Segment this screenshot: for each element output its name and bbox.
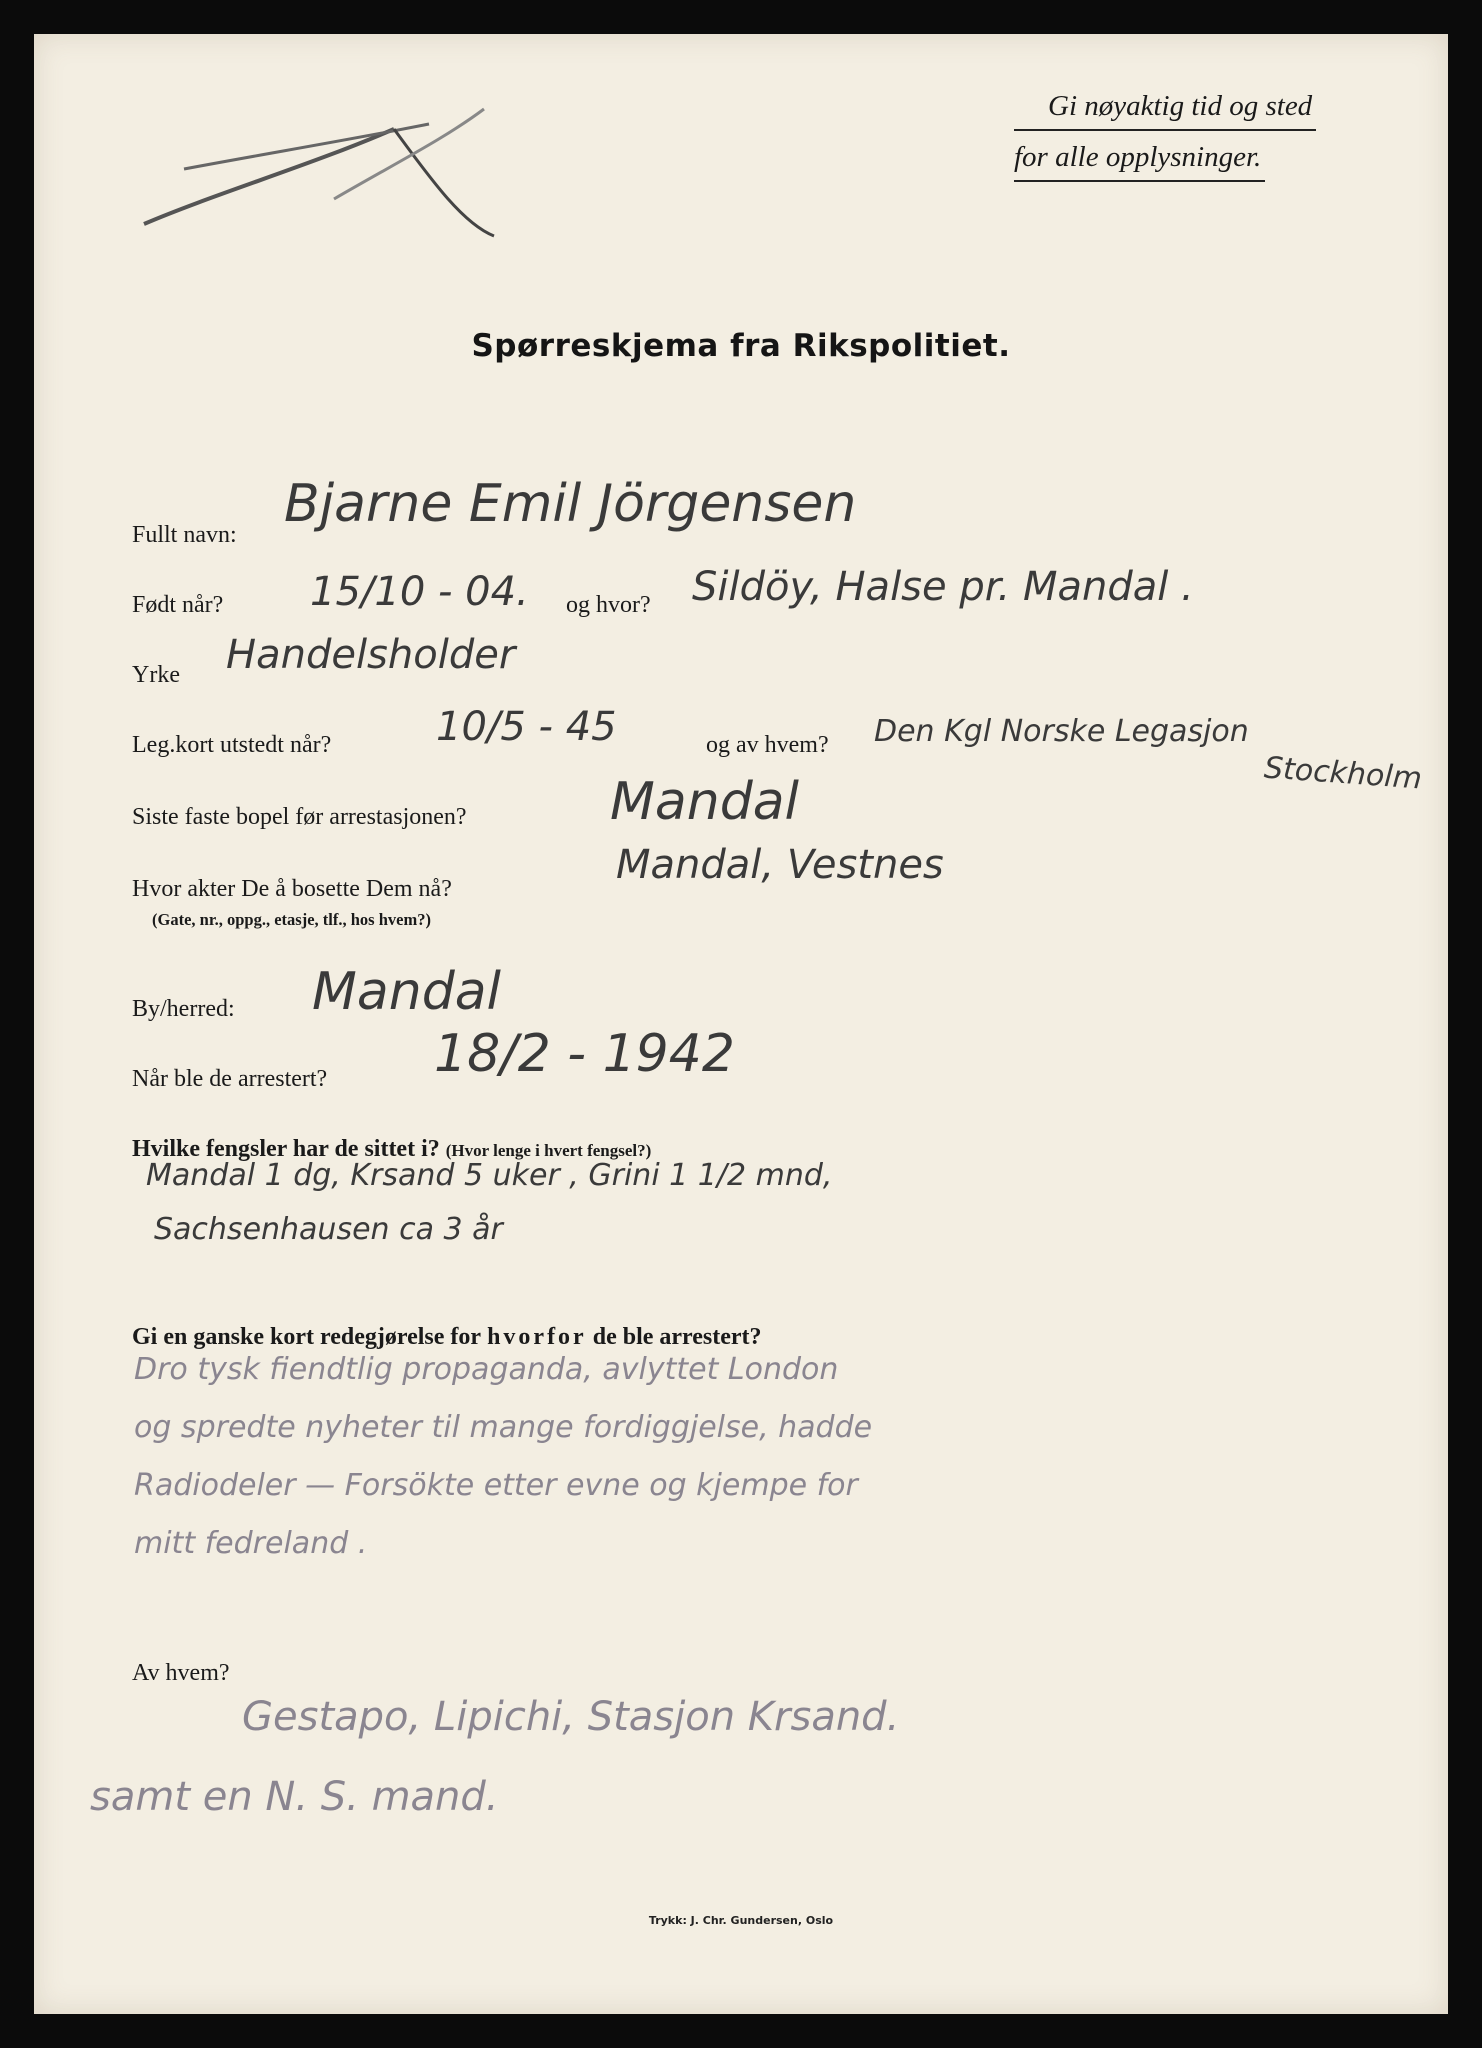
label-reason-a: Gi en ganske kort redegjørelse for: [132, 1324, 482, 1350]
label-idcard-issued: Leg.kort utstedt når?: [132, 732, 332, 758]
value-prisons-line-2: Sachsenhausen ca 3 år: [154, 1212, 503, 1247]
label-future-residence: Hvor akter De å bosette Dem nå?: [132, 876, 452, 902]
value-born-when: 15/10 - 04.: [310, 569, 529, 615]
label-issued-by: og av hvem?: [706, 732, 829, 758]
label-reason: [132, 1324, 762, 1351]
label-last-residence: Siste faste bopel før arrestasjonen?: [132, 804, 467, 830]
value-born-where: Sildöy, Halse pr. Mandal .: [692, 564, 1194, 610]
instruction-note: [1014, 86, 1316, 182]
value-arrested-by-line-1: Gestapo, Lipichi, Stasjon Krsand.: [242, 1694, 900, 1740]
label-prisons-main: Hvilke fengsler har de sittet i?: [132, 1136, 440, 1162]
value-reason-line-4: mitt fedreland .: [134, 1526, 368, 1561]
value-full-name: Bjarne Emil Jörgensen: [284, 474, 857, 534]
value-arrested-by-line-2: samt en N. S. mand.: [90, 1774, 499, 1820]
value-issued-by: Den Kgl Norske Legasjon: [874, 714, 1249, 749]
label-reason-c: de ble arrestert?: [592, 1324, 762, 1350]
printer-imprint: Trykk: J. Chr. Gundersen, Oslo: [648, 1914, 834, 1927]
label-full-name: Fullt navn:: [132, 522, 237, 548]
label-future-residence-hint: (Gate, nr., oppg., etasje, tlf., hos hvem?): [152, 910, 431, 929]
label-reason-b: hvorfor: [487, 1324, 587, 1350]
value-last-residence: Mandal: [610, 772, 800, 832]
value-occupation: Handelsholder: [226, 632, 516, 678]
label-born-where: og hvor?: [566, 592, 651, 618]
instruction-line-1: Gi nøyaktig tid og sted: [1014, 86, 1316, 131]
form-sheet: [34, 34, 1448, 2014]
form-title: Spørreskjema fra Rikspolitiet.: [471, 328, 1011, 364]
value-municipality: Mandal: [312, 962, 502, 1022]
label-occupation: Yrke: [132, 662, 180, 688]
value-reason-line-2: og spredte nyheter til mange fordiggjelse, hadde: [134, 1410, 873, 1445]
value-prisons-line-1: Mandal 1 dg, Krsand 5 uker , Grini 1 1/2 mnd,: [146, 1158, 833, 1193]
value-arrest-date: 18/2 - 1942: [434, 1024, 735, 1084]
label-municipality: By/herred:: [132, 996, 235, 1022]
label-arrest-date: Når ble de arrestert?: [132, 1066, 328, 1092]
label-born-when: Født når?: [132, 592, 224, 618]
value-reason-line-3: Radiodeler — Forsökte etter evne og kjempe for: [134, 1468, 858, 1503]
value-issued-by-city: Stockholm: [1262, 750, 1423, 797]
value-future-residence: Mandal, Vestnes: [616, 842, 944, 888]
label-arrested-by: Av hvem?: [132, 1660, 230, 1686]
label-prisons-hint: (Hvor lenge i hvert fengsel?): [445, 1141, 652, 1160]
value-reason-line-1: Dro tysk fiendtlig propaganda, avlyttet London: [134, 1352, 839, 1387]
value-idcard-issued: 10/5 - 45: [436, 704, 617, 750]
instruction-line-2: for alle opplysninger.: [1014, 137, 1265, 182]
